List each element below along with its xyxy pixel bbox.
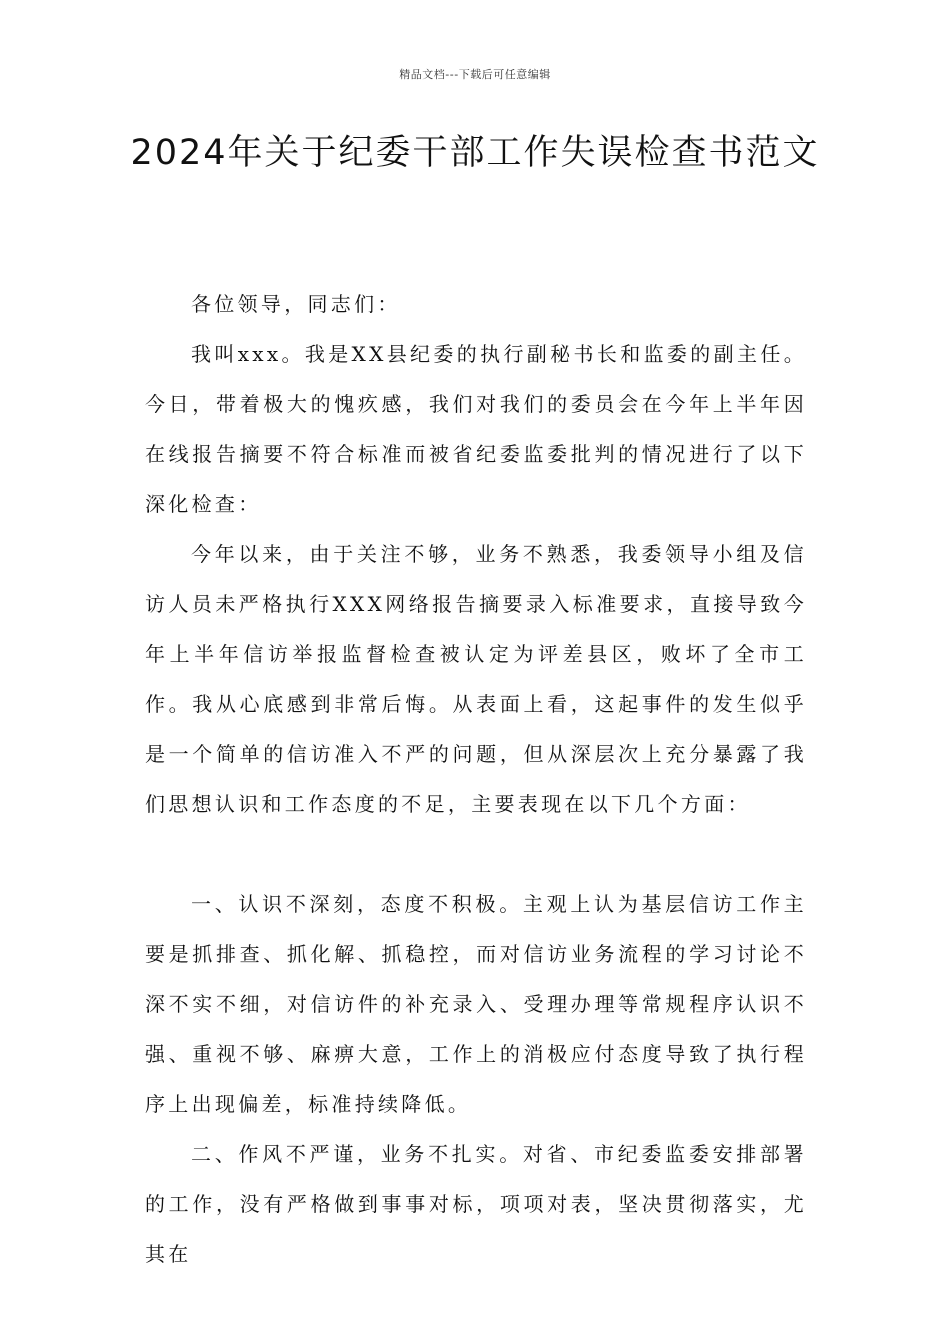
salutation-paragraph: 各位领导，同志们： [191, 292, 401, 316]
intro-paragraph: 我叫xxx。我是XX县纪委的执行副秘书长和监委的副主任。今日，带着极大的愧疚感，我们对我们的委员会在今年上半年因在线报告摘要不符合标准而被省纪委监委批判的情况进行了以下深化检查： [145, 342, 807, 516]
document-body [145, 279, 807, 1279]
point-one-paragraph: 一、认识不深刻，态度不积极。主观上认为基层信访工作主要是抓排查、抓化解、抓稳控，而对信访业务流程的学习讨论不深不实不细，对信访件的补充录入、受理办理等常规程序认识不强、重视不够、麻痹大意，工作上的消极应付态度导致了执行程序上出现偏差，标准持续降低。 [145, 892, 807, 1116]
header-note: 精品文档---下载后可任意编辑 [399, 68, 551, 81]
point-two-paragraph: 二、作风不严谨，业务不扎实。对省、市纪委监委安排部署的工作，没有严格做到事事对标，项项对表，坚决贯彻落实，尤其在 [145, 1142, 807, 1266]
document-title: 2024年关于纪委干部工作失误检查书范文 [130, 133, 820, 173]
background-paragraph: 今年以来，由于关注不够，业务不熟悉，我委领导小组及信访人员未严格执行XXX网络报告摘要录入标准要求，直接导致今年上半年信访举报监督检查被认定为评差县区，败坏了全市工作。我从心底感到非常后悔。从表面上看，这起事件的发生似乎是一个简单的信访准入不严的问题，但从深层次上充分暴露了我们思想认识和工作态度的不足，主要表现在以下几个方面： [145, 542, 807, 816]
paragraph-spacer [145, 829, 807, 879]
